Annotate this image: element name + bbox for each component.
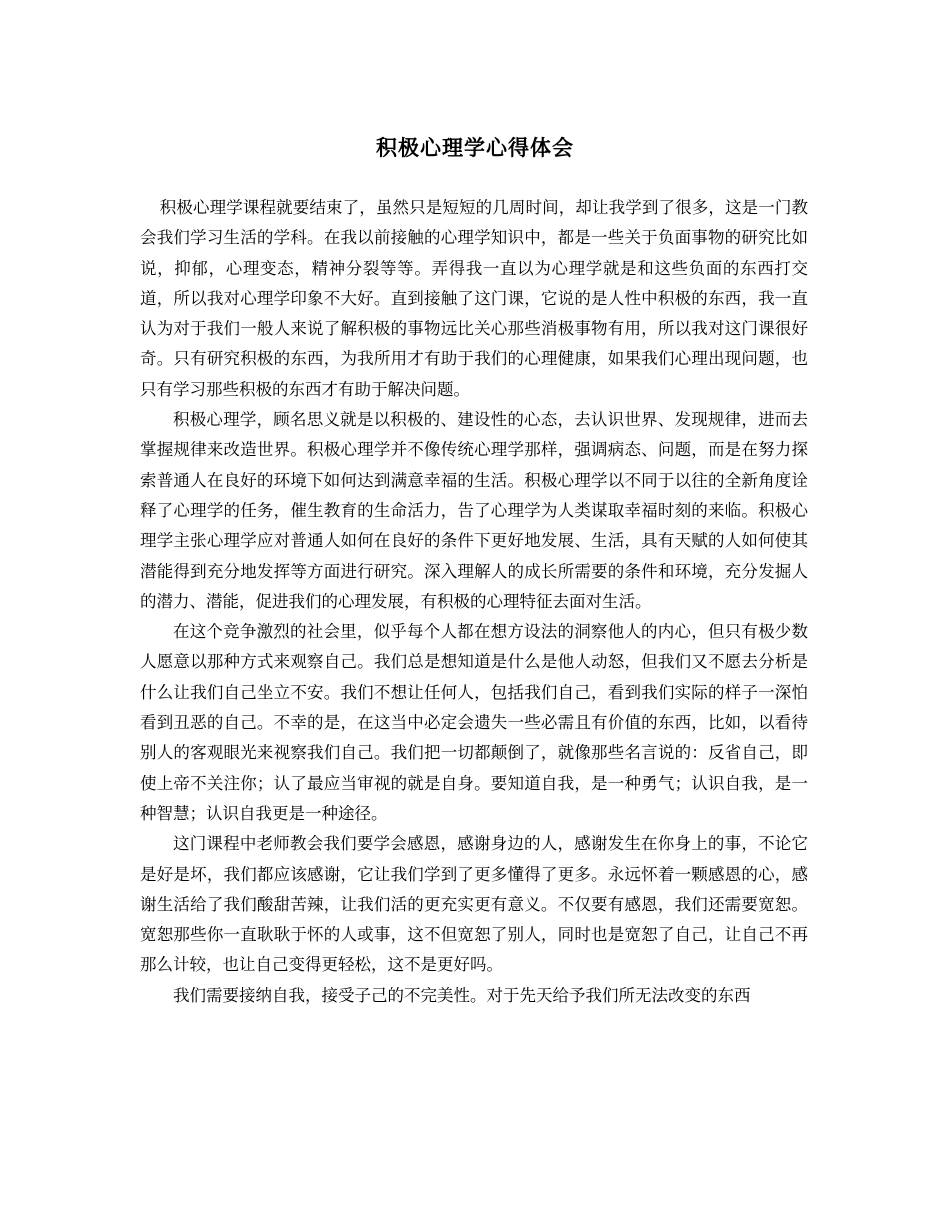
paragraph-5: 我们需要接纳自我，接受子己的不完美性。对于先天给予我们所无法改变的东西 [173, 985, 751, 1005]
paragraph-2: 积极心理学，顾名思义就是以积极的、建设性的心态，去认识世界、发现规律，进而去掌握规律来改造世界。积极心理学并不像传统心理学那样，强调病态、问题，而是在努力探索普通人在良好的环境下如何达到满意幸福的生活。积极心理学以不同于以往的全新角度诠释了心理学的任务，催生教育的生命活力，告了心理学为人类谋取幸福时刻的来临。积极心理学主张心理学应对普通人如何在良好的条件下更好地发展、生活，具有天赋的人如何使其潜能得到充分地发挥等方面进行研究。深入理解人的成长所需要的条件和环境，充分发掘人的潜力、潜能，促进我们的心理发展，有积极的心理特征去面对生活。 [140, 410, 808, 611]
paragraph-1: 积极心理学课程就要结束了，虽然只是短短的几周时间，却让我学到了很多，这是一门教会我们学习生活的学科。在我以前接触的心理学知识中，都是一些关于负面事物的研究比如说，抑郁，心理变态，精神分裂等等。弄得我一直以为心理学就是和这些负面的东西打交道，所以我对心理学印象不大好。直到接触了这门课，它说的是人性中积极的东西，我一直认为对于我们一般人来说了解积极的事物远比关心那些消极事物有用，所以我对这门课很好奇。只有研究积极的东西，为我所用才有助于我们的心理健康，如果我们心理出现问题，也只有学习那些积极的东西才有助于解决问题。 [140, 198, 808, 399]
paragraph-4: 这门课程中老师教会我们要学会感恩，感谢身边的人，感谢发生在你身上的事，不论它是好是坏，我们都应该感谢，它让我们学到了更多懂得了更多。永远怀着一颗感恩的心，感谢生活给了我们酸甜苦辣，让我们活的更充实更有意义。不仅要有感恩，我们还需要宽恕。宽恕那些你一直耿耿于怀的人或事，这不但宽恕了别人，同时也是宽恕了自己，让自己不再那么计较，也让自己变得更轻松，这不是更好吗。 [140, 834, 808, 975]
document-body [140, 193, 808, 1011]
paragraph-3: 在这个竞争激烈的社会里，似乎每个人都在想方设法的洞察他人的内心，但只有极少数人愿意以那种方式来观察自己。我们总是想知道是什么是他人动怒，但我们又不愿去分析是什么让我们自己坐立不安。我们不想让任何人，包括我们自己，看到我们实际的样子一深怕看到丑恶的自己。不幸的是，在这当中必定会遗失一些必需且有价值的东西，比如，以看待别人的客观眼光来视察我们自己。我们把一切都颠倒了，就像那些名言说的：反省自己，即使上帝不关注你；认了最应当审视的就是自身。要知道自我，是一种勇气；认识自我，是一种智慧；认识自我更是一种途径。 [140, 622, 808, 823]
document-title: 积极心理学心得体会 [376, 135, 574, 160]
